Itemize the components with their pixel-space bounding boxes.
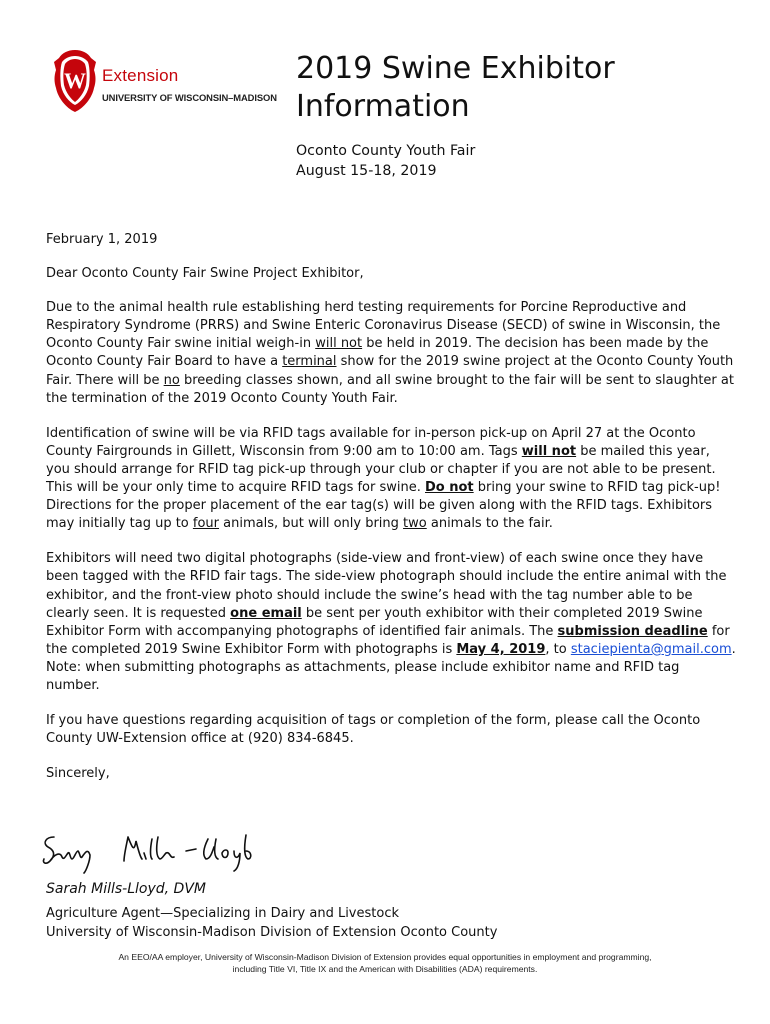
title-line-2: Information	[296, 89, 470, 124]
logo-university-text: UNIVERSITY OF WISCONSIN–MADISON	[102, 92, 277, 103]
text-run: for the completed 2019 Swine Exhibitor Form with photographs is	[46, 623, 730, 657]
letter-date: February 1, 2019	[46, 232, 158, 247]
event-name: Oconto County Youth Fair	[296, 143, 476, 159]
paragraph-prrs	[46, 299, 736, 408]
emphasis-text: four	[192, 516, 220, 532]
text-run: Exhibitors will need two digital photographs (side-view and front-view) of each swine once they have been tagged with the RFID fair tags. The side-view photograph should include the entire animal with the exhibitor, and the front-view photo should include the swine’s head with the tag number able to be clearly seen. It is requested	[46, 551, 727, 621]
text-run: be held in 2019. The decision has been made by the Oconto County Fair Board to have a	[46, 336, 709, 370]
paragraph-rfid	[46, 425, 736, 534]
title-line-1: 2019 Swine Exhibitor	[296, 51, 615, 86]
text-run: be mailed this year, you should arrange for RFID tag pick-up through your club or chapter if you are not able to be present. This will be your only time to acquire RFID tags for swine.	[46, 443, 716, 496]
letter-body	[46, 231, 736, 783]
eeo-footer	[50, 951, 720, 975]
text-run: breeding classes shown, and all swine brought to the fair will be sent to slaughter at the termination of the 2019 Oconto County Youth Fair.	[46, 372, 734, 406]
logo-extension-text: Extension	[102, 66, 179, 85]
text-run: be sent per youth exhibitor with their completed 2019 Swine Exhibitor Form with accompanying photographs of identified fair animals. The	[46, 605, 703, 639]
emphasis-text: will not	[521, 443, 577, 459]
text-run: Identification of swine will be via RFID tags available for in-person pick-up on April 27 at the Oconto County Fairgrounds in Gillett, Wisconsin from 9:00 am to 10:00 am. Tags	[46, 425, 696, 459]
signer-details	[46, 904, 497, 942]
emphasis-text: no	[163, 372, 180, 388]
extension-logo	[52, 48, 302, 118]
emphasis-text: Do not	[425, 480, 474, 496]
letter-closing: Sincerely,	[46, 766, 110, 782]
event-dates: August 15-18, 2019	[296, 163, 437, 179]
text-run: Due to the animal health rule establishing herd testing requirements for Porcine Reproductive and Respiratory Syndrome (PRRS) and Swine Enteric Coronavirus Disease (SECD) of swine in Wisconsin, the Oconto County Fair swine initial weigh-in	[46, 300, 721, 352]
text-run: show for the 2019 swine project at the Oconto County Youth Fair. There will be	[46, 354, 734, 388]
emphasis-text: submission deadline	[557, 623, 708, 639]
email-link[interactable]: staciepienta@gmail.com	[570, 641, 732, 657]
handwritten-signature	[40, 825, 260, 875]
uw-crest-icon	[52, 48, 98, 114]
text-run: animals, but will only bring	[219, 516, 404, 532]
svg-text:W: W	[64, 68, 86, 93]
text-run: , to	[545, 641, 571, 657]
emphasis-text: one email	[230, 605, 302, 621]
paragraph-photos	[46, 550, 736, 695]
footer-line-1: An EEO/AA employer, University of Wisconsin-Madison Division of Extension provides equal opportunities in employment and programming,	[118, 952, 652, 962]
emphasis-text: terminal	[282, 354, 337, 370]
event-info	[296, 141, 475, 181]
footer-line-2: including Title VI, Title IX and the American with Disabilities (ADA) requirements.	[232, 964, 538, 974]
letter-greeting: Dear Oconto County Fair Swine Project Exhibitor,	[46, 266, 364, 282]
paragraph-contact: If you have questions regarding acquisition of tags or completion of the form, please call the Oconto County UW-Extension office at (920) 834-6845.	[46, 713, 701, 747]
signer-organization: University of Wisconsin-Madison Division of Extension Oconto County	[46, 925, 498, 940]
text-run: animals to the fair.	[426, 516, 553, 532]
emphasis-text: two	[403, 516, 427, 532]
emphasis-text: will not	[315, 336, 363, 352]
emphasis-text: May 4, 2019	[456, 641, 546, 657]
text-run: bring your swine to RFID tag pick-up! Directions for the proper placement of the ear tag(s) will be given along with the RFID tags. Exhibitors may initially tag up to	[46, 480, 721, 532]
signer-name: Sarah Mills-Lloyd, DVM	[46, 881, 206, 897]
signer-title: Agriculture Agent—Specializing in Dairy and Livestock	[46, 906, 399, 921]
page-title	[296, 50, 615, 126]
text-run: . Note: when submitting photographs as attachments, please include exhibitor name and RFID tag number.	[46, 641, 736, 693]
